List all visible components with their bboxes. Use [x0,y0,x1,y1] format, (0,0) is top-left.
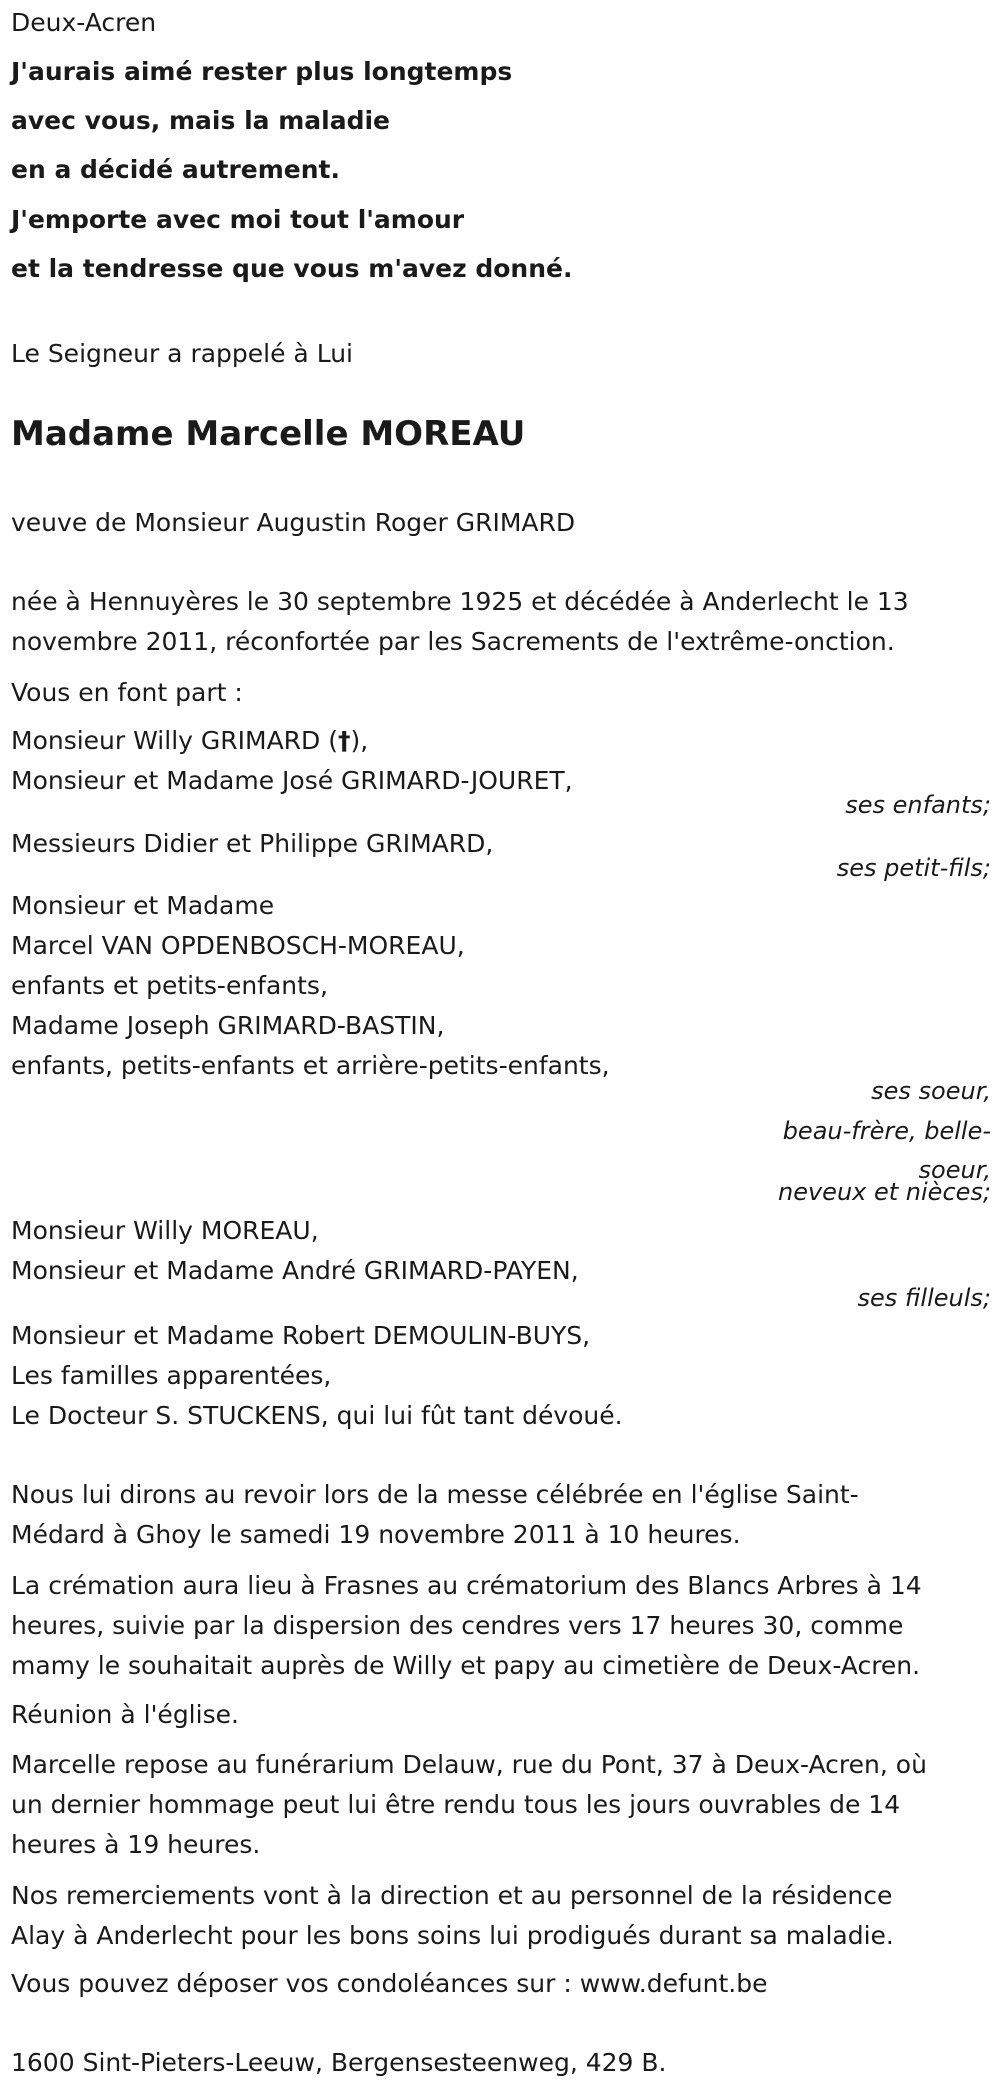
relation-siblings-2: beau-frère, belle- [782,1117,991,1145]
children-line-2: Monsieur et Madame José GRIMARD-JOURET, [11,766,573,795]
widow-text: veuve de Monsieur Augustin Roger GRIMARD [11,508,576,537]
cross-icon: † [338,726,351,755]
poem-line-3: en a décidé autrement. [11,155,340,184]
cremation-line-1: La crémation aura lieu à Frasnes au crématorium des Blancs Arbres à 14 [11,1571,922,1600]
siblings-line-5: enfants, petits-enfants et arrière-petits-enfants, [11,1051,610,1080]
mass-line-2: Médard à Ghoy le samedi 19 novembre 2011 à 10 heures. [11,1520,741,1549]
cremation-line-3: mamy le souhaitait auprès de Willy et papy au cimetière de Deux-Acren. [11,1651,921,1680]
announce-text: Vous en font part : [11,678,243,707]
thanks-line-2: Alay à Anderlecht pour les bons soins lui prodigués durant sa maladie. [11,1921,894,1950]
funeral-home-line-2: un dernier hommage peut lui être rendu tous les jours ouvrables de 14 [11,1790,901,1819]
godchildren-line-2: Monsieur et Madame André GRIMARD-PAYEN, [11,1256,579,1285]
children-name: Monsieur Willy GRIMARD ( [11,726,338,755]
others-line-2: Les familles apparentées, [11,1361,332,1390]
siblings-line-3: enfants et petits-enfants, [11,971,328,1000]
meeting-text: Réunion à l'église. [11,1700,239,1729]
grandchildren-line: Messieurs Didier et Philippe GRIMARD, [11,829,494,858]
mass-line-1: Nous lui dirons au revoir lors de la messe célébrée en l'église Saint- [11,1480,859,1509]
place-text: Deux-Acren [11,8,157,37]
intro-text: Le Seigneur a rappelé à Lui [11,339,353,368]
others-line-1: Monsieur et Madame Robert DEMOULIN-BUYS, [11,1321,591,1350]
siblings-line-4: Madame Joseph GRIMARD-BASTIN, [11,1011,445,1040]
birth-death-line-1: née à Hennuyères le 30 septembre 1925 et décédée à Anderlecht le 13 [11,587,909,616]
children-name-suffix: ), [350,726,369,755]
relation-siblings-4: neveux et nièces; [778,1178,991,1206]
godchildren-line-1: Monsieur Willy MOREAU, [11,1216,319,1245]
siblings-line-2: Marcel VAN OPDENBOSCH-MOREAU, [11,931,465,960]
relation-siblings-1: ses soeur, [871,1077,991,1105]
deceased-name: Madame Marcelle MOREAU [11,414,526,454]
address-text: 1600 Sint-Pieters-Leeuw, Bergensesteenweg, 429 B. [11,2048,667,2077]
relation-grandchildren: ses petit-fils; [836,854,991,882]
funeral-home-line-1: Marcelle repose au funérarium Delauw, rue du Pont, 37 à Deux-Acren, où [11,1750,927,1779]
condolences-text: Vous pouvez déposer vos condoléances sur : www.defunt.be [11,1969,768,1998]
funeral-home-line-3: heures à 19 heures. [11,1830,261,1859]
poem-line-5: et la tendresse que vous m'avez donné. [11,254,573,283]
others-line-3: Le Docteur S. STUCKENS, qui lui fût tant dévoué. [11,1401,623,1430]
relation-godchildren: ses filleuls; [857,1284,991,1312]
cremation-line-2: heures, suivie par la dispersion des cendres vers 17 heures 30, comme [11,1611,904,1640]
poem-line-4: J'emporte avec moi tout l'amour [11,205,465,234]
poem-line-2: avec vous, mais la maladie [11,106,390,135]
relation-siblings-3: soeur, [918,1156,991,1184]
children-line-1 [11,726,368,756]
relation-children: ses enfants; [845,791,991,819]
birth-death-line-2: novembre 2011, réconfortée par les Sacrements de l'extrême-onction. [11,627,895,656]
poem-line-1: J'aurais aimé rester plus longtemps [11,57,513,86]
thanks-line-1: Nos remerciements vont à la direction et au personnel de la résidence [11,1881,893,1910]
siblings-line-1: Monsieur et Madame [11,891,275,920]
